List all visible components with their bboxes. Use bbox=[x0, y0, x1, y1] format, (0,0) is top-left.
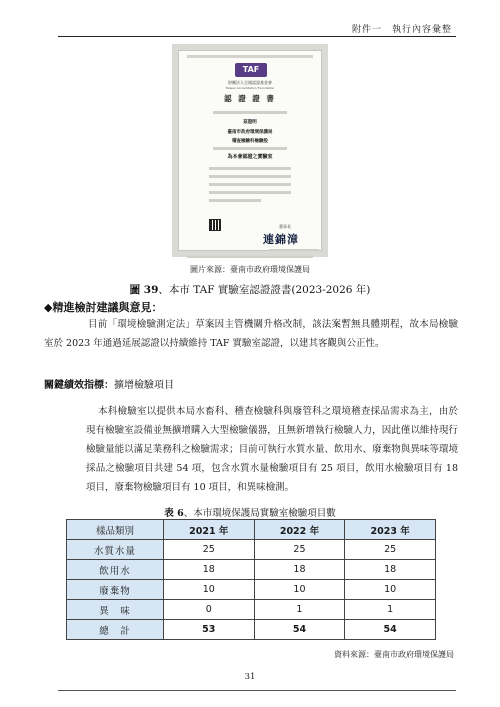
row-value-2023: 18 bbox=[345, 560, 436, 580]
row-value-2022: 1 bbox=[254, 600, 345, 620]
certificate-date-line bbox=[269, 249, 319, 251]
certificate-lab-statement: 為本會認證之實驗室 bbox=[227, 154, 273, 160]
certificate-org-name-en: Taiwan Accreditation Foundation bbox=[225, 86, 275, 90]
row-value-2021: 0 bbox=[163, 600, 254, 620]
row-value-2023: 54 bbox=[345, 620, 436, 640]
footer-rule bbox=[58, 690, 456, 691]
figure-caption-label: 圖 39 bbox=[129, 284, 159, 296]
certificate-signature: 連錦漳 bbox=[263, 233, 299, 246]
table-total-row bbox=[67, 620, 436, 640]
certificate-image bbox=[172, 44, 328, 257]
certificate-text-line bbox=[209, 199, 261, 202]
certificate-paper bbox=[178, 50, 322, 251]
figure-caption-text: 、本市 TAF 實驗室認證證書(2023-2026 年) bbox=[158, 284, 371, 296]
row-value-2022: 54 bbox=[254, 620, 345, 640]
table-row bbox=[67, 560, 436, 580]
header-rule bbox=[58, 36, 456, 37]
header-category: 樣品類別 bbox=[67, 520, 164, 540]
paragraph-improvement: 目前「環境檢驗測定法」草案因主管機關升格改制，該法案暫無具體期程，故本局檢驗室於 2023 年通過延展認證以持續維持 TAF 實驗室認證，以建其客觀與公正性。 bbox=[44, 319, 458, 349]
table-header-row bbox=[67, 520, 436, 540]
row-value-2023: 25 bbox=[345, 540, 436, 560]
certificate-text-line bbox=[209, 167, 291, 170]
table-row bbox=[67, 540, 436, 560]
certificate-signer-label: 董事長 bbox=[279, 224, 291, 229]
certificate-line3: 稽查檢驗科檢驗股 bbox=[232, 139, 268, 144]
row-value-2021: 18 bbox=[163, 560, 254, 580]
table-row bbox=[67, 580, 436, 600]
taf-logo: TAF bbox=[235, 63, 267, 77]
certificate-line1: 茲證明 bbox=[243, 120, 257, 125]
kpi-value: 擴增檢驗項目 bbox=[114, 380, 174, 391]
header-2023: 2023 年 bbox=[345, 520, 436, 540]
table-caption-text: 、本市環境保護局實驗室檢驗項目數 bbox=[183, 508, 336, 519]
page-number: 31 bbox=[244, 672, 256, 682]
table-source: 資料來源：臺南市政府環境保護局 bbox=[334, 650, 454, 659]
paragraph-lab-description: 本科檢驗室以提供本局水畜科、稽查檢驗科與廢管科之環境稽查採品需求為主，由於現有檢驗室設備並無擴增購入大型檢驗儀器，且無新增執行檢驗人力，因此僅以維持現行檢驗量能以滿足業務科之檢驗需求；目前可執行水質水量、飲用水、廢棄物與異味等環境採品之檢驗項目共建 54 項，包含水質水量檢驗項目有 25 項目，飲用水檢驗項目有 18 項目，廢棄物檢驗項目有 10 項目，和異味檢測。 bbox=[86, 406, 458, 493]
row-category: 飲用水 bbox=[67, 560, 164, 580]
section-title: ◆精進檢討建議與意見： bbox=[44, 301, 163, 314]
certificate-text-line bbox=[209, 183, 291, 186]
figure-caption bbox=[0, 282, 500, 297]
certificate-line2: 臺南市政府環境保護局 bbox=[227, 130, 273, 135]
row-category: 廢棄物 bbox=[67, 580, 164, 600]
row-value-2021: 25 bbox=[163, 540, 254, 560]
certificate-top-text-line bbox=[187, 55, 313, 58]
table-row bbox=[67, 600, 436, 620]
certificate-text-line bbox=[213, 111, 287, 114]
row-category: 異 味 bbox=[67, 600, 164, 620]
row-category: 總 計 bbox=[67, 620, 164, 640]
kpi-label: 關鍵績效指標： bbox=[44, 380, 114, 391]
row-value-2021: 10 bbox=[163, 580, 254, 600]
row-value-2021: 53 bbox=[163, 620, 254, 640]
row-value-2022: 18 bbox=[254, 560, 345, 580]
kpi-line bbox=[44, 376, 174, 391]
figure-source: 圖片來源：臺南市政府環境保護局 bbox=[190, 265, 310, 274]
header-2021: 2021 年 bbox=[163, 520, 254, 540]
row-value-2023: 10 bbox=[345, 580, 436, 600]
certificate-org-name: 財團法人全國認證基金會 bbox=[228, 80, 272, 85]
inspection-items-table bbox=[66, 519, 436, 640]
row-value-2023: 1 bbox=[345, 600, 436, 620]
certificate-title: 認 證 證 書 bbox=[224, 94, 276, 103]
row-value-2022: 25 bbox=[254, 540, 345, 560]
certificate-footer-line bbox=[187, 256, 313, 258]
header-2022: 2022 年 bbox=[254, 520, 345, 540]
qr-code-icon bbox=[209, 219, 221, 231]
certificate-text-line bbox=[213, 147, 287, 150]
running-header: 附件一 執行內容彙整 bbox=[351, 25, 452, 35]
certificate-text-line bbox=[209, 175, 291, 178]
row-value-2022: 10 bbox=[254, 580, 345, 600]
certificate-text-line bbox=[209, 191, 291, 194]
row-category: 水質水量 bbox=[67, 540, 164, 560]
table-caption bbox=[0, 505, 500, 519]
table-caption-label: 表 6 bbox=[164, 508, 184, 519]
